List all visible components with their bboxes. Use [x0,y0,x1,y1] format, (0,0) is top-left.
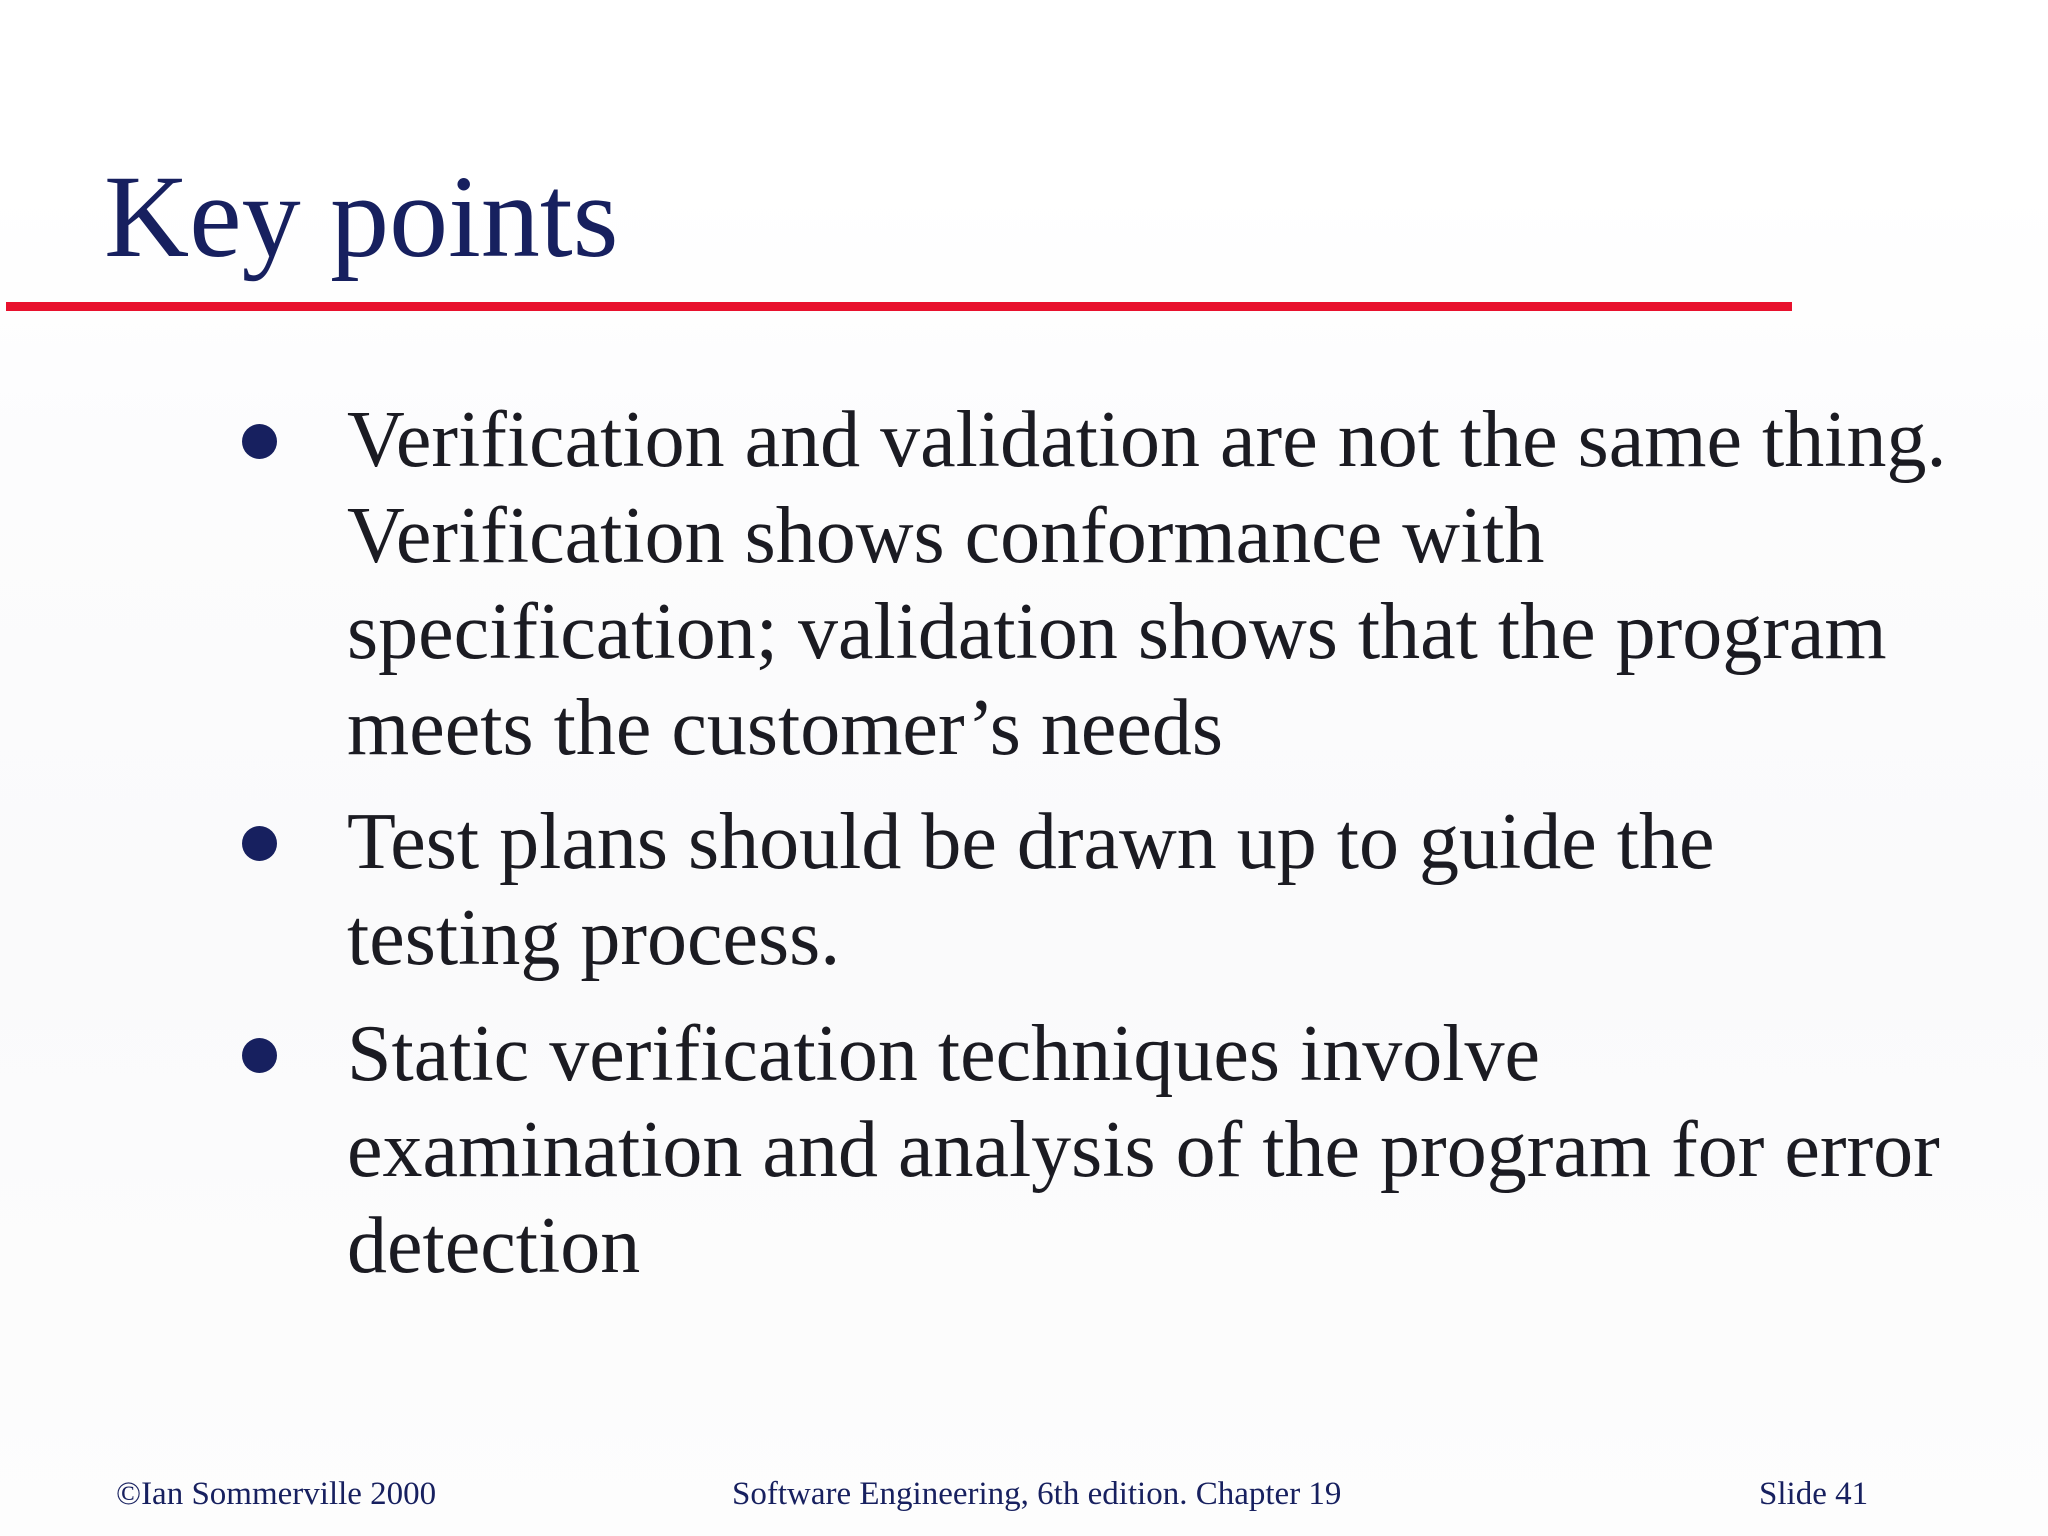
footer-slide-number: Slide 41 [1759,1476,1869,1512]
bullet-text: Test plans should be drawn up to guide the testing process. [347,798,1715,982]
footer-copyright: ©Ian Sommerville 2000 [116,1476,437,1512]
bullet-dot-icon [242,826,277,861]
slide-title: Key points [104,151,619,282]
bullet-dot-icon [242,424,277,459]
bullet-text: Verification and validation are not the same thing. Verification shows conformance with specification; validation shows that the program meets the customer’s needs [347,396,1947,772]
bullet-text: Static verification techniques involve examination and analysis of the program for error detection [347,1010,1940,1290]
footer-book-title: Software Engineering, 6th edition. Chapter 19 [732,1476,1342,1512]
bullet-dot-icon [242,1038,277,1073]
title-underline [6,302,1792,311]
